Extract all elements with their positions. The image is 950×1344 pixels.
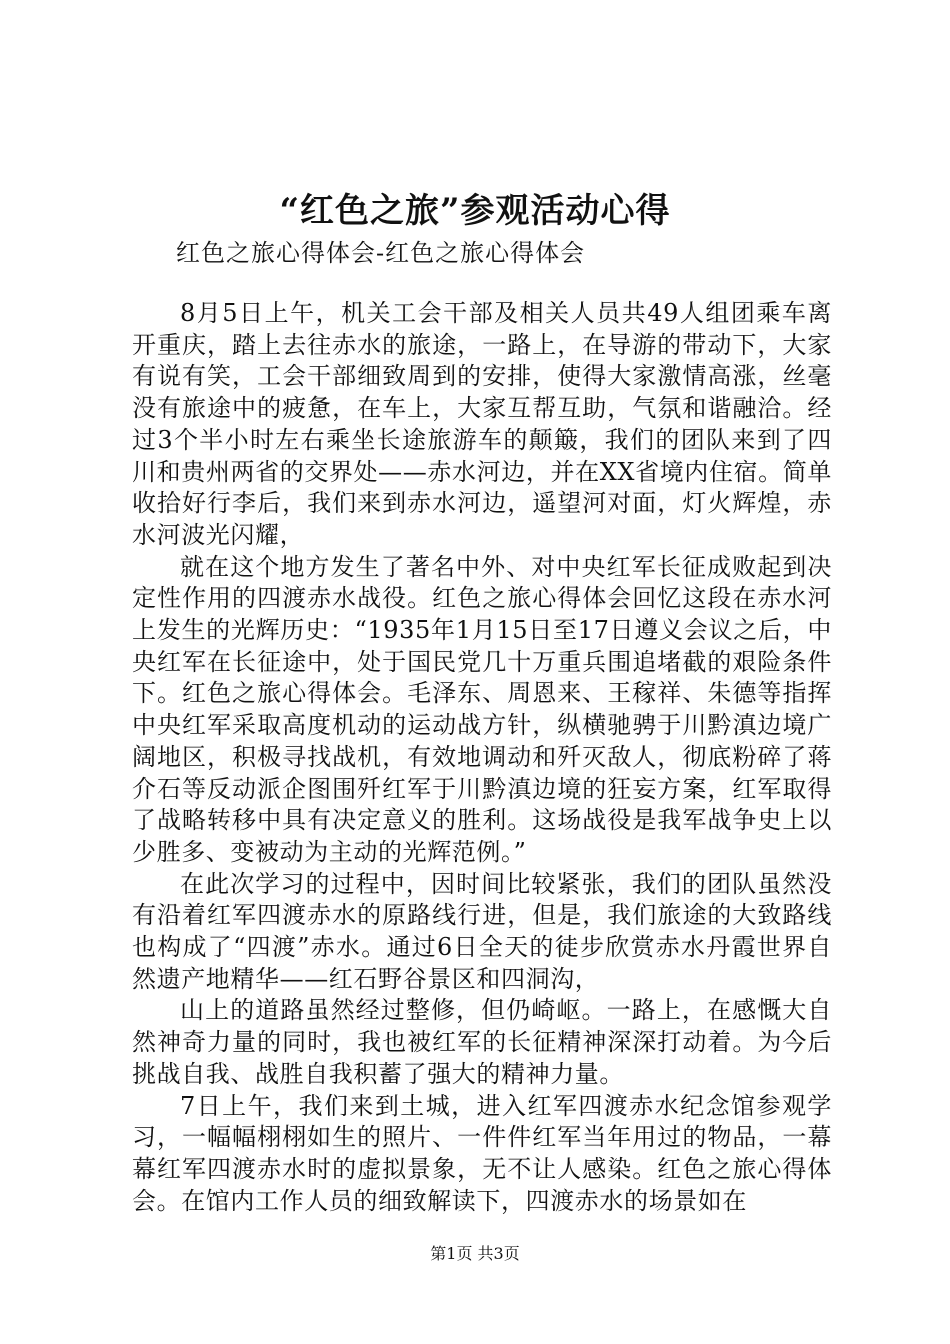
document-body (132, 298, 832, 1217)
paragraph: 8月5日上午，机关工会干部及相关人员共49人组团乘车离开重庆，踏上去往赤水的旅途，一路上，在导游的带动下，大家有说有笑，工会干部细致周到的安排，使得大家激情高涨，丝毫没有旅途中的疲惫，在车上，大家互帮互助，气氛和谐融洽。经过3个半小时左右乘坐长途旅游车的颠簸，我们的团队来到了四川和贵州两省的交界处——赤水河边，并在XX省境内住宿。简单收拾好行李后，我们来到赤水河边，遥望河对面，灯火辉煌，赤水河波光闪耀， (132, 299, 832, 549)
document-title: “红色之旅”参观活动心得 (279, 191, 671, 231)
document-subtitle: 红色之旅心得体会-红色之旅心得体会 (176, 239, 586, 267)
paragraph: 山上的道路虽然经过整修，但仍崎岖。一路上，在感慨大自然神奇力量的同时，我也被红军的长征精神深深打动着。为今后挑战自我、战胜自我积蓄了强大的精神力量。 (132, 996, 832, 1088)
paragraph: 在此次学习的过程中，因时间比较紧张，我们的团队虽然没有沿着红军四渡赤水的原路线行进，但是，我们旅途的大致路线也构成了“四渡”赤水。通过6日全天的徒步欣赏赤水丹霞世界自然遗产地精华——红石野谷景区和四洞沟， (132, 869, 832, 993)
paragraph: 7日上午，我们来到土城，进入红军四渡赤水纪念馆参观学习，一幅幅栩栩如生的照片、一件件红军当年用过的物品，一幕幕红军四渡赤水时的虚拟景象，无不让人感染。红色之旅心得体会。在馆内工作人员的细致解读下，四渡赤水的场景如在 (132, 1091, 832, 1215)
page-number-footer: 第1页 共3页 (430, 1244, 520, 1263)
paragraph: 就在这个地方发生了著名中外、对中央红军长征成败起到决定性作用的四渡赤水战役。红色之旅心得体会回忆这段在赤水河上发生的光辉历史：“1935年1月15日至17日遵义会议之后，中央红军在长征途中，处于国民党几十万重兵围追堵截的艰险条件下。红色之旅心得体会。毛泽东、周恩来、王稼祥、朱德等指挥中央红军采取高度机动的运动战方针，纵横驰骋于川黔滇边境广阔地区，积极寻找战机，有效地调动和歼灭敌人，彻底粉碎了蒋介石等反动派企图围歼红军于川黔滇边境的狂妄方案，红军取得了战略转移中具有决定意义的胜利。这场战役是我军战争史上以少胜多、变被动为主动的光辉范例。” (132, 552, 832, 866)
